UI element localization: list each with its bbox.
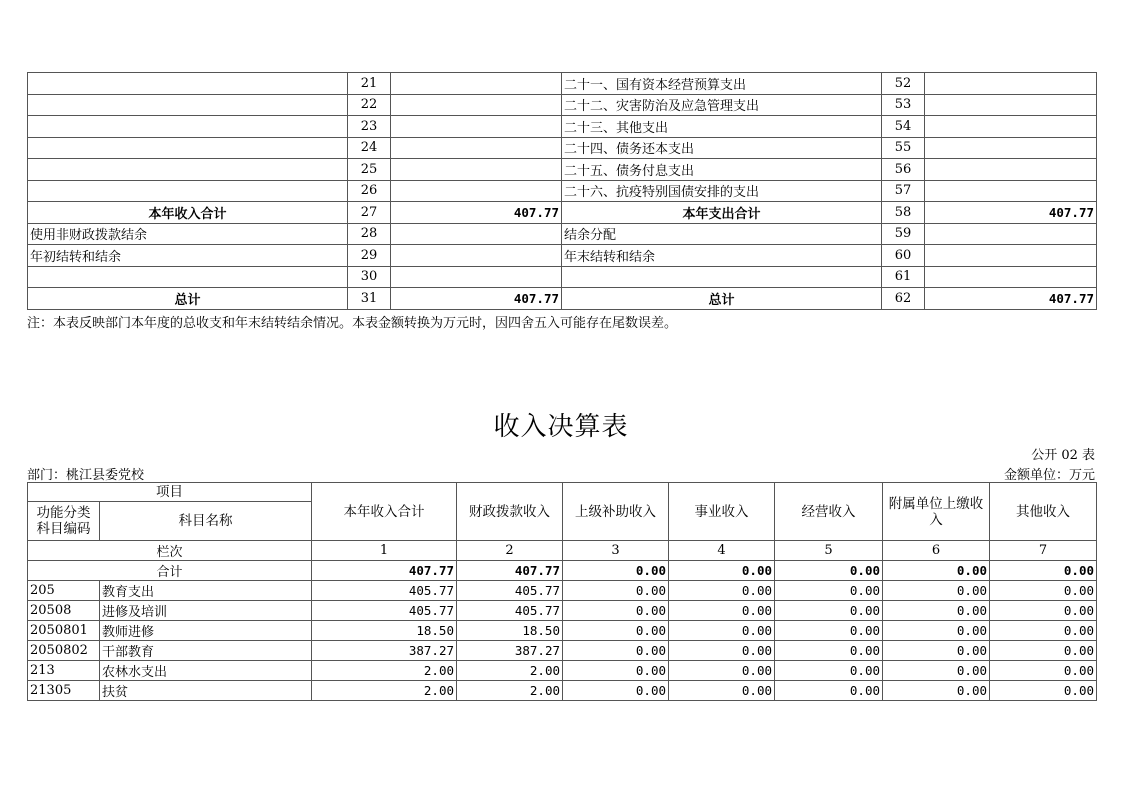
expense-item-label: 二十四、债务还本支出 — [562, 137, 882, 159]
subject-name: 教师进修 — [100, 621, 312, 641]
expense-item-label: 年末结转和结余 — [562, 245, 882, 267]
income-item-label: 本年收入合计 — [28, 202, 348, 224]
total-label: 合计 — [28, 561, 312, 581]
summary-row — [28, 223, 1097, 245]
total-value: 0.00 — [775, 561, 883, 581]
subject-code: 2050802 — [28, 641, 100, 661]
income-amount — [391, 223, 562, 245]
summary-row — [28, 137, 1097, 159]
subject-name: 农林水支出 — [100, 661, 312, 681]
total-value: 0.00 — [883, 561, 990, 581]
subject-name: 进修及培训 — [100, 601, 312, 621]
total-value: 407.77 — [457, 561, 563, 581]
income-line-number: 24 — [348, 137, 391, 159]
amount-cell: 387.27 — [312, 641, 457, 661]
amount-cell: 2.00 — [312, 661, 457, 681]
header-col-6: 附属单位上缴收入 — [883, 483, 990, 541]
table-row — [28, 621, 1097, 641]
income-item-label — [28, 159, 348, 181]
income-item-label: 年初结转和结余 — [28, 245, 348, 267]
summary-row — [28, 180, 1097, 202]
income-amount — [391, 159, 562, 181]
index-label: 栏次 — [28, 541, 312, 561]
amount-cell: 0.00 — [775, 681, 883, 701]
expense-amount — [925, 266, 1097, 288]
index-7: 7 — [990, 541, 1097, 561]
amount-cell: 0.00 — [990, 681, 1097, 701]
income-amount — [391, 73, 562, 95]
amount-cell: 0.00 — [775, 661, 883, 681]
subject-code: 20508 — [28, 601, 100, 621]
income-line-number: 27 — [348, 202, 391, 224]
expense-amount — [925, 116, 1097, 138]
amount-cell: 0.00 — [883, 641, 990, 661]
expense-line-number: 61 — [882, 266, 925, 288]
income-line-number: 31 — [348, 288, 391, 310]
table-row — [28, 641, 1097, 661]
summary-row — [28, 288, 1097, 310]
amount-cell: 0.00 — [669, 681, 775, 701]
summary-row — [28, 202, 1097, 224]
expense-item-label: 二十三、其他支出 — [562, 116, 882, 138]
expense-line-number: 57 — [882, 180, 925, 202]
expense-item-label: 结余分配 — [562, 223, 882, 245]
header-item: 项目 — [28, 483, 312, 502]
summary-table — [27, 72, 1097, 310]
amount-unit-label: 金额单位：万元 — [1003, 468, 1095, 483]
expense-line-number: 60 — [882, 245, 925, 267]
expense-amount — [925, 223, 1097, 245]
income-item-label — [28, 94, 348, 116]
summary-row — [28, 94, 1097, 116]
amount-cell: 0.00 — [563, 621, 669, 641]
table-row — [28, 661, 1097, 681]
amount-cell: 18.50 — [457, 621, 563, 641]
table-row — [28, 581, 1097, 601]
income-line-number: 30 — [348, 266, 391, 288]
total-row — [28, 561, 1097, 581]
summary-row — [28, 266, 1097, 288]
amount-cell: 0.00 — [563, 641, 669, 661]
expense-item-label: 二十一、国有资本经营预算支出 — [562, 73, 882, 95]
expense-line-number: 58 — [882, 202, 925, 224]
amount-cell: 0.00 — [563, 661, 669, 681]
expense-line-number: 59 — [882, 223, 925, 245]
amount-cell: 405.77 — [457, 601, 563, 621]
expense-line-number: 53 — [882, 94, 925, 116]
income-line-number: 21 — [348, 73, 391, 95]
header-col-3: 上级补助收入 — [563, 483, 669, 541]
index-3: 3 — [563, 541, 669, 561]
expense-amount — [925, 245, 1097, 267]
amount-cell: 0.00 — [990, 661, 1097, 681]
expense-amount: 407.77 — [925, 202, 1097, 224]
header-col-2: 财政拨款收入 — [457, 483, 563, 541]
income-line-number: 26 — [348, 180, 391, 202]
index-1: 1 — [312, 541, 457, 561]
income-item-label — [28, 73, 348, 95]
amount-cell: 0.00 — [883, 621, 990, 641]
expense-amount — [925, 137, 1097, 159]
income-item-label — [28, 180, 348, 202]
index-6: 6 — [883, 541, 990, 561]
summary-note: 注：本表反映部门本年度的总收支和年末结转结余情况。本表金额转换为万元时，因四舍五入可能存在尾数误差。 — [27, 316, 678, 331]
amount-cell: 2.00 — [457, 661, 563, 681]
income-item-label — [28, 137, 348, 159]
amount-cell: 0.00 — [883, 661, 990, 681]
summary-table-body — [28, 73, 1097, 310]
subject-code: 205 — [28, 581, 100, 601]
amount-cell: 0.00 — [669, 641, 775, 661]
subject-code: 2050801 — [28, 621, 100, 641]
amount-cell: 0.00 — [669, 601, 775, 621]
income-line-number: 22 — [348, 94, 391, 116]
expense-line-number: 52 — [882, 73, 925, 95]
income-item-label: 总计 — [28, 288, 348, 310]
subject-name: 干部教育 — [100, 641, 312, 661]
expense-item-label: 本年支出合计 — [562, 202, 882, 224]
amount-cell: 2.00 — [312, 681, 457, 701]
amount-cell: 0.00 — [990, 601, 1097, 621]
expense-line-number: 55 — [882, 137, 925, 159]
amount-cell: 0.00 — [563, 601, 669, 621]
amount-cell: 405.77 — [312, 581, 457, 601]
table-code: 公开 02 表 — [1031, 448, 1095, 463]
income-amount — [391, 137, 562, 159]
amount-cell: 0.00 — [990, 581, 1097, 601]
income-amount: 407.77 — [391, 202, 562, 224]
subject-code: 21305 — [28, 681, 100, 701]
income-amount — [391, 266, 562, 288]
amount-cell: 0.00 — [669, 581, 775, 601]
header-col-1: 本年收入合计 — [312, 483, 457, 541]
amount-cell: 0.00 — [563, 681, 669, 701]
income-item-label — [28, 116, 348, 138]
header-col-7: 其他收入 — [990, 483, 1097, 541]
amount-cell: 2.00 — [457, 681, 563, 701]
amount-cell: 405.77 — [457, 581, 563, 601]
income-line-number: 25 — [348, 159, 391, 181]
income-item-label — [28, 266, 348, 288]
total-value: 407.77 — [312, 561, 457, 581]
expense-item-label — [562, 266, 882, 288]
income-amount — [391, 116, 562, 138]
amount-cell: 0.00 — [990, 621, 1097, 641]
expense-amount — [925, 94, 1097, 116]
header-col-4: 事业收入 — [669, 483, 775, 541]
subject-name: 扶贫 — [100, 681, 312, 701]
income-line-number: 29 — [348, 245, 391, 267]
income-table-body — [28, 561, 1097, 701]
total-value: 0.00 — [990, 561, 1097, 581]
expense-item-label: 二十二、灾害防治及应急管理支出 — [562, 94, 882, 116]
expense-line-number: 56 — [882, 159, 925, 181]
amount-cell: 0.00 — [669, 661, 775, 681]
total-value: 0.00 — [563, 561, 669, 581]
subject-name: 教育支出 — [100, 581, 312, 601]
subject-code: 213 — [28, 661, 100, 681]
total-value: 0.00 — [669, 561, 775, 581]
expense-amount: 407.77 — [925, 288, 1097, 310]
department-label: 部门：桃江县委党校 — [27, 468, 145, 483]
amount-cell: 0.00 — [990, 641, 1097, 661]
table-row — [28, 601, 1097, 621]
index-4: 4 — [669, 541, 775, 561]
index-5: 5 — [775, 541, 883, 561]
amount-cell: 0.00 — [775, 621, 883, 641]
income-line-number: 28 — [348, 223, 391, 245]
header-name-col: 科目名称 — [100, 502, 312, 541]
table-row — [28, 681, 1097, 701]
amount-cell: 0.00 — [775, 581, 883, 601]
summary-row — [28, 116, 1097, 138]
amount-cell: 387.27 — [457, 641, 563, 661]
expense-item-label: 总计 — [562, 288, 882, 310]
income-amount — [391, 94, 562, 116]
amount-cell: 0.00 — [775, 641, 883, 661]
summary-row — [28, 245, 1097, 267]
summary-row — [28, 73, 1097, 95]
income-amount: 407.77 — [391, 288, 562, 310]
header-code-col: 功能分类科目编码 — [28, 502, 100, 541]
header-col-5: 经营收入 — [775, 483, 883, 541]
amount-cell: 0.00 — [775, 601, 883, 621]
income-line-number: 23 — [348, 116, 391, 138]
expense-item-label: 二十五、债务付息支出 — [562, 159, 882, 181]
amount-cell: 0.00 — [563, 581, 669, 601]
amount-cell: 0.00 — [883, 601, 990, 621]
income-table-title: 收入决算表 — [493, 412, 629, 442]
expense-line-number: 62 — [882, 288, 925, 310]
expense-amount — [925, 159, 1097, 181]
expense-amount — [925, 180, 1097, 202]
index-2: 2 — [457, 541, 563, 561]
income-amount — [391, 245, 562, 267]
expense-amount — [925, 73, 1097, 95]
amount-cell: 405.77 — [312, 601, 457, 621]
income-item-label: 使用非财政拨款结余 — [28, 223, 348, 245]
amount-cell: 0.00 — [883, 681, 990, 701]
expense-item-label: 二十六、抗疫特别国债安排的支出 — [562, 180, 882, 202]
income-table — [27, 482, 1097, 701]
expense-line-number: 54 — [882, 116, 925, 138]
summary-row — [28, 159, 1097, 181]
amount-cell: 18.50 — [312, 621, 457, 641]
amount-cell: 0.00 — [669, 621, 775, 641]
amount-cell: 0.00 — [883, 581, 990, 601]
income-table-header — [28, 483, 1097, 561]
income-amount — [391, 180, 562, 202]
